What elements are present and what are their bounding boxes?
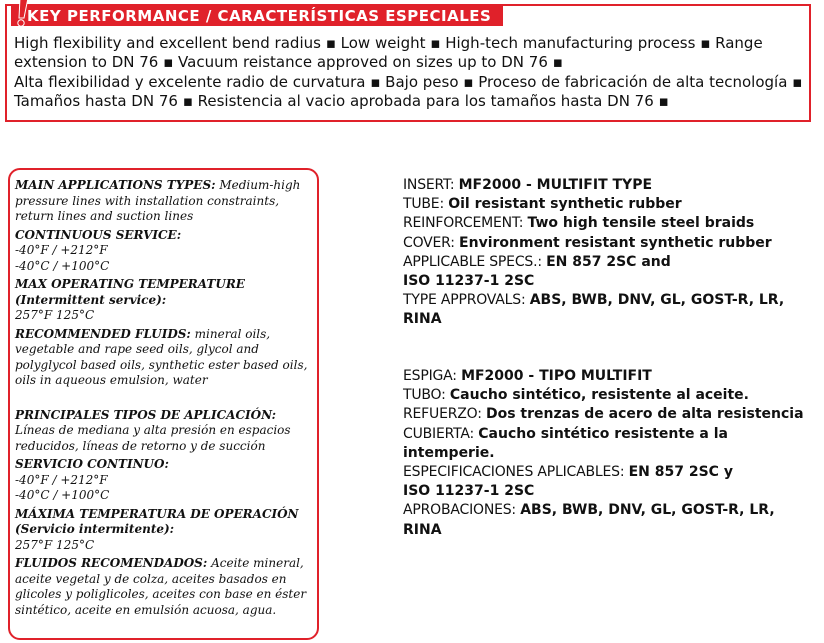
key-performance-english: High flexibility and excellent bend radius ▪ Low weight ▪ High-tech manufacturing process ▪ Range extension to DN 76 ▪ Vacuum reistance approved on sizes up to DN 76 ▪ (14, 34, 763, 71)
continuous-service-es: SERVICIO CONTINUO: -40°F / +212°F -40°C / +100°C (15, 457, 169, 502)
key-performance-spanish: Alta flexibilidad y excelente radio de curvatura ▪ Bajo peso ▪ Proceso de fabricación de alta tecnología ▪ Tamaños hasta DN 76 ▪ Resistencia al vacio aprobada para los tamaños hasta DN 76 ▪ (14, 73, 803, 110)
spec-applicable-specs: APPLICABLE SPECS.: EN 857 2SC and (403, 253, 671, 270)
spec-applicable-specs-2: ISO 11237-1 2SC (403, 273, 535, 290)
spec-tube: TUBE: Oil resistant synthetic rubber (403, 196, 682, 213)
continuous-service-en: CONTINUOUS SERVICE: -40°F / +212°F -40°C / +100°C (15, 227, 182, 273)
spec-especificaciones: ESPECIFICACIONES APLICABLES: EN 857 2SC y (403, 464, 733, 481)
spec-tubo: TUBO: Caucho sintético, resistente al aceite. (403, 387, 749, 404)
main-applications-en: MAIN APPLICATIONS TYPES: Medium-high pressure lines with installation constraints, return lines and suction lines (15, 178, 301, 223)
recommended-fluids-en: RECOMMENDED FLUIDS: mineral oils, vegetable and rape seed oils, glycol and polyglycol based oils, synthetic ester based oils, oils in aqueous emulsion, water (15, 326, 308, 387)
recommended-fluids-es: FLUIDOS RECOMENDADOS: Aceite mineral, aceite vegetal y de colza, aceites basados en glicoles y poliglicoles, aceites con base en éster sintético, aceite en emulsión acuosa, agua. (15, 556, 307, 617)
spec-insert: INSERT: MF2000 - MULTIFIT TYPE (403, 177, 653, 193)
applications-text (15, 178, 313, 621)
spec-aprobaciones-2: RINA (403, 521, 442, 538)
spec-reinforcement: REINFORCEMENT: Two high tensile steel braids (403, 215, 755, 232)
spec-aprobaciones: APROBACIONES: ABS, BWB, DNV, GL, GOST-R, LR, (403, 502, 775, 519)
max-temperature-es: MÁXIMA TEMPERATURA DE OPERACIÓN (Servicio intermitente): 257°F 125°C (15, 506, 299, 552)
spec-cover: COVER: Environment resistant synthetic rubber (403, 234, 772, 251)
exclamation-icon (15, 0, 28, 28)
spec-cubierta: CUBIERTA: Caucho sintético resistente a la intemperie. (403, 425, 728, 461)
spec-espiga: ESPIGA: MF2000 - TIPO MULTIFIT (403, 368, 652, 384)
spec-list-es (403, 367, 818, 540)
key-performance-title: KEY PERFORMANCE / CARACTERÍSTICAS ESPECIALES (11, 6, 503, 26)
spec-type-approvals: TYPE APPROVALS: ABS, BWB, DNV, GL, GOST-R, LR, (403, 292, 785, 309)
spec-type-approvals-2: RINA (403, 311, 442, 328)
max-temperature-en: MAX OPERATING TEMPERATURE (Intermittent service): 257°F 125°C (15, 277, 245, 322)
spec-list-en (403, 176, 818, 330)
spec-especificaciones-2: ISO 11237-1 2SC (403, 483, 535, 500)
key-performance-text (14, 34, 804, 112)
main-applications-es: PRINCIPALES TIPOS DE APLICACIÓN: Líneas de mediana y alta presión en espacios reducidos, líneas de retorno y de succión (15, 407, 291, 453)
spec-refuerzo: REFUERZO: Dos trenzas de acero de alta resistencia (403, 406, 804, 423)
